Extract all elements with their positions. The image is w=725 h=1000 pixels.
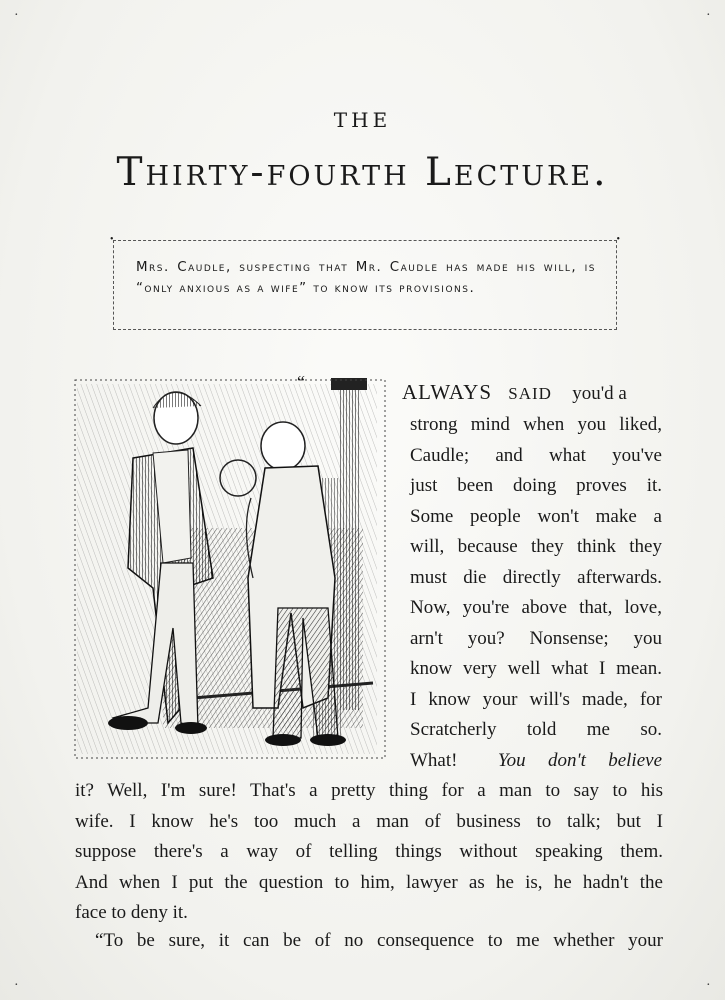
italic-phrase: You don't believe bbox=[497, 749, 662, 771]
text-line: Scratcherly told me so. bbox=[410, 719, 662, 740]
text-line: just been doing proves it. bbox=[410, 475, 662, 496]
opening-line-rest: you'd a bbox=[572, 383, 627, 404]
text-line: must die directly afterwards. bbox=[410, 566, 662, 588]
what-exclamation: What! bbox=[410, 749, 458, 771]
opening-words bbox=[402, 380, 627, 405]
page-mark: · bbox=[706, 8, 711, 23]
next-paragraph: “To be sure, it can be of no consequence to me whether your bbox=[95, 930, 663, 951]
opening-word-said: SAID bbox=[508, 384, 552, 403]
text-line: know very well what I mean. bbox=[410, 658, 662, 679]
text-line: And when I put the question to him, lawyer as he is, he hadn't the bbox=[75, 871, 663, 893]
text-line: it? Well, I'm sure! That's a pretty thing for a man to say to his bbox=[75, 780, 663, 801]
page-mark: · bbox=[14, 978, 19, 993]
chapter-title: Thirty-fourth Lecture. bbox=[116, 150, 609, 195]
page-mark: · bbox=[706, 978, 711, 993]
text-line: Caudle; and what you've bbox=[410, 444, 662, 466]
column-text bbox=[410, 410, 662, 776]
text-line: suppose there's a way of telling things without speaking them. bbox=[75, 841, 663, 862]
chapter-overline: THE bbox=[333, 108, 392, 132]
opening-word-always: ALWAYS bbox=[402, 380, 493, 404]
text-line: I know your will's made, for bbox=[410, 688, 662, 710]
text-line: arn't you? Nonsense; you bbox=[410, 627, 662, 649]
chapter-synopsis: Mrs. Caudle, suspecting that Mr. Caudle has made his will, is “only anxious as a wife” to know its provisions. bbox=[136, 260, 596, 296]
text-line: Some people won't make a bbox=[410, 505, 662, 527]
text-line: face to deny it. bbox=[75, 902, 188, 923]
text-line: wife. I know he's too much a man of business to talk; but I bbox=[75, 810, 663, 832]
text-line: strong mind when you liked, bbox=[410, 414, 662, 435]
engraving-image bbox=[73, 378, 391, 762]
text-line: Now, you're above that, love, bbox=[410, 597, 662, 618]
text-line: will, because they think they bbox=[410, 536, 662, 557]
text-line bbox=[410, 746, 662, 777]
open-quote-mark: “ bbox=[297, 372, 305, 392]
full-width-text bbox=[75, 776, 663, 929]
page-mark: · bbox=[14, 8, 19, 23]
caudle-illustration bbox=[73, 378, 391, 762]
